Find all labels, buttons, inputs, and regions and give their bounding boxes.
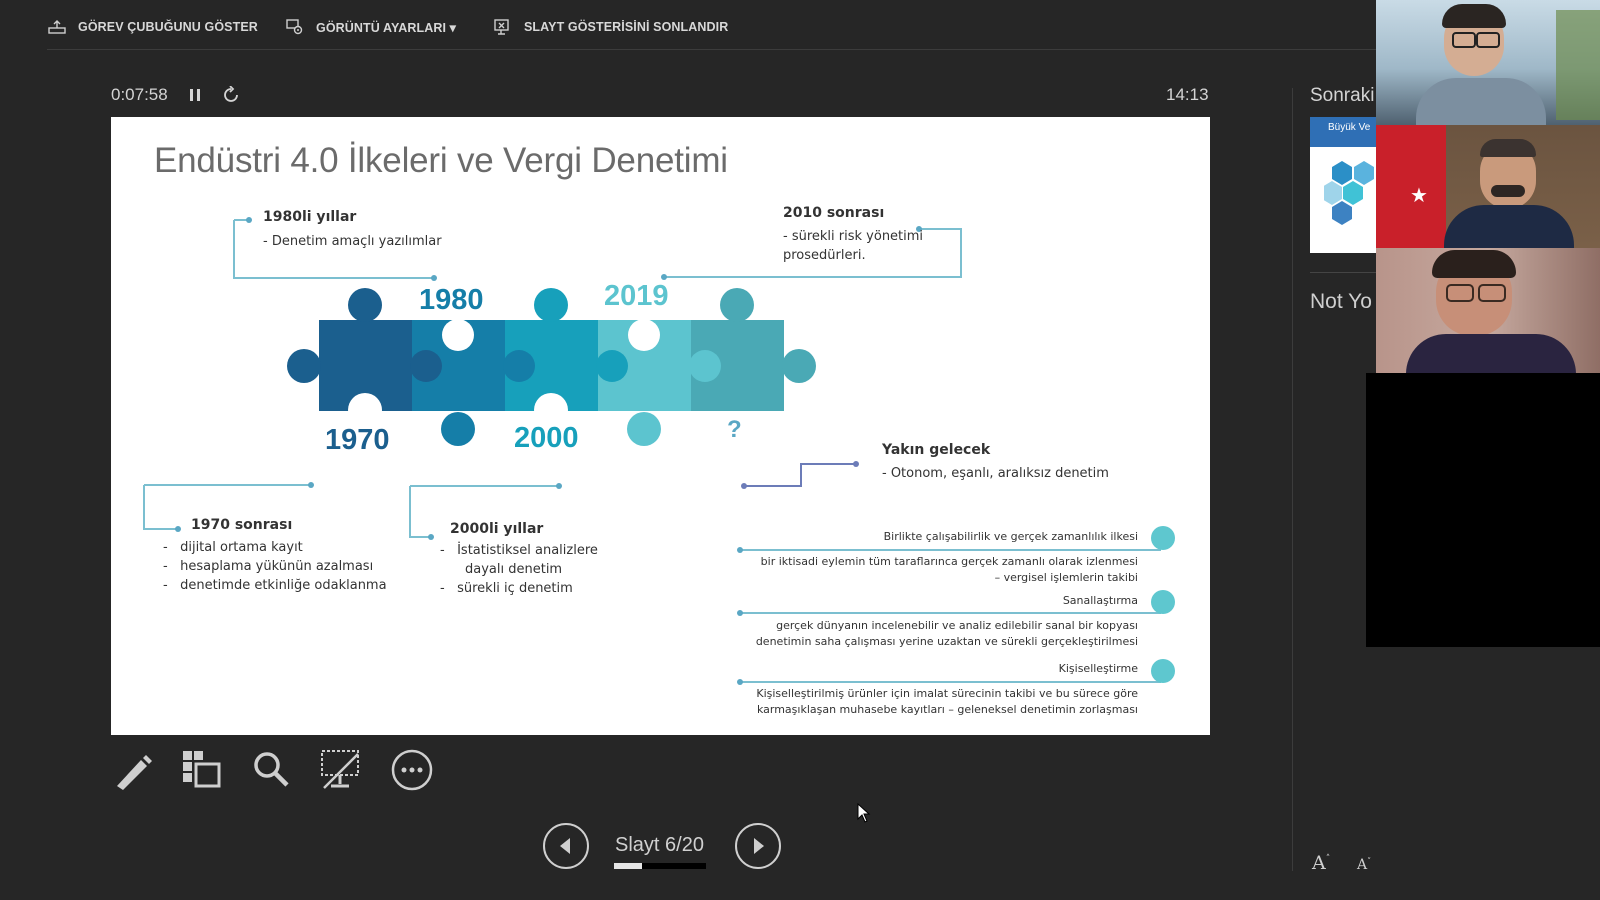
block-1970-item: - hesaplama yükünün azalması xyxy=(163,559,374,574)
year-2000-label: 2000 xyxy=(514,422,579,454)
block-1980-heading: 1980li yıllar xyxy=(263,209,357,225)
slide-progress-fill xyxy=(614,863,642,869)
arrow-right-icon xyxy=(737,825,779,867)
magnifier-icon xyxy=(250,748,294,792)
notes-divider xyxy=(1310,272,1376,273)
connector-1970 xyxy=(144,485,178,529)
see-all-slides-button[interactable] xyxy=(180,748,224,792)
increase-font-button[interactable] xyxy=(1312,852,1330,874)
notes-label: Not Yo xyxy=(1310,290,1372,313)
puzzle-piece-1980 xyxy=(410,319,505,446)
principle-1-line-1: bir iktisadi eylemin tüm taraflarınca gerçek zamanlı olarak izlenmesi xyxy=(760,555,1138,568)
end-slideshow-label: SLAYT GÖSTERİSİNİ SONLANDIR xyxy=(524,20,729,34)
block-1970-heading: 1970 sonrası xyxy=(191,517,293,533)
principle-bullet-2 xyxy=(1151,590,1175,614)
block-2010-line-1: - sürekli risk yönetimi xyxy=(783,229,924,244)
all-slides-icon xyxy=(180,748,224,792)
year-future-label: ? xyxy=(727,416,742,443)
next-thumb-title: Büyük Ve xyxy=(1328,122,1371,133)
mouse-cursor-icon xyxy=(857,803,871,823)
slide-counter[interactable]: Slayt 6/20 xyxy=(615,834,704,856)
pen-tool-button[interactable] xyxy=(111,748,155,792)
presenter-toolbar xyxy=(0,0,1376,50)
show-taskbar-button[interactable] xyxy=(47,17,258,37)
empty-video-panel xyxy=(1366,373,1600,647)
taskbar-icon xyxy=(47,18,67,36)
connector-1980 xyxy=(234,220,434,278)
display-settings-button[interactable] xyxy=(285,17,456,37)
screen-off-icon xyxy=(318,748,362,792)
block-1980-line: - Denetim amaçlı yazılımlar xyxy=(263,234,442,249)
next-slide-button[interactable] xyxy=(735,823,781,869)
block-2000-heading: 2000li yıllar xyxy=(450,521,544,537)
block-2010-heading: 2010 sonrası xyxy=(783,205,885,221)
slide-title: Endüstri 4.0 İlkeleri ve Vergi Denetimi xyxy=(154,141,728,180)
puzzle-piece-2000 xyxy=(503,288,598,427)
next-slide-thumbnail[interactable] xyxy=(1310,117,1378,253)
more-icon xyxy=(390,748,434,792)
current-slide xyxy=(111,117,1210,735)
zoom-button[interactable] xyxy=(250,748,294,792)
show-taskbar-label: GÖREV ÇUBUĞUNU GÖSTER xyxy=(78,20,258,34)
principle-bullet-3 xyxy=(1151,659,1175,683)
principle-2-title: Sanallaştırma xyxy=(1062,594,1138,607)
hexagon-graphic xyxy=(1324,159,1378,229)
display-settings-icon xyxy=(285,18,305,36)
elapsed-timer: 0:07:58 xyxy=(111,85,168,104)
more-options-button[interactable] xyxy=(390,748,434,792)
principle-2-line-1: gerçek dünyanın incelenebilir ve analiz edilebilir sanal bir kopyası xyxy=(776,619,1138,632)
principle-3-line-1: Kişiselleştirilmiş ürünler için imalat sürecinin takibi ve bu sürece göre xyxy=(756,687,1138,700)
decrease-font-icon: A˅ xyxy=(1357,856,1372,873)
block-2000-item: dayalı denetim xyxy=(465,562,563,577)
increase-font-icon: A˄ xyxy=(1312,852,1331,874)
block-1970-item: - denetimde etkinliğe odaklanma xyxy=(163,578,387,593)
connector-future xyxy=(744,464,856,486)
principle-2-line-2: denetimin saha çalışması yerine uzaktan ve sürekli gerçekleştirilmesi xyxy=(755,635,1138,648)
block-future-heading: Yakın gelecek xyxy=(882,442,991,458)
puzzle-piece-future xyxy=(689,288,816,411)
current-time: 14:13 xyxy=(1166,85,1209,104)
pause-timer-icon[interactable] xyxy=(188,87,202,103)
end-slideshow-icon xyxy=(493,18,513,36)
next-slide-label: Sonraki xyxy=(1310,85,1375,106)
decrease-font-button[interactable] xyxy=(1357,856,1371,873)
participant-video-3 xyxy=(1376,248,1600,373)
slide-progress-bar xyxy=(614,863,706,869)
arrow-left-icon xyxy=(545,825,587,867)
year-2019-label: 2019 xyxy=(604,280,669,312)
black-screen-button[interactable] xyxy=(318,748,362,792)
principle-1-line-2: – vergisel işlemlerin takibi xyxy=(994,571,1138,584)
year-1980-label: 1980 xyxy=(419,284,484,316)
display-settings-label: GÖRÜNTÜ AYARLARI ▾ xyxy=(316,20,457,35)
participant-video-2 xyxy=(1376,125,1600,248)
principle-3-title: Kişiselleştirme xyxy=(1058,662,1138,675)
block-2010-line-2: prosedürleri. xyxy=(783,248,866,263)
principle-bullet-1 xyxy=(1151,526,1175,550)
panel-divider xyxy=(1292,88,1293,871)
end-slideshow-button[interactable] xyxy=(493,17,728,37)
puzzle-piece-2019 xyxy=(596,319,691,446)
block-2000-item: - İstatistiksel analizlere xyxy=(440,543,598,558)
year-1970-label: 1970 xyxy=(325,424,390,456)
flag-star-icon: ★ xyxy=(1410,185,1428,207)
toolbar-divider xyxy=(47,49,1376,50)
pen-icon xyxy=(111,748,155,792)
previous-slide-button[interactable] xyxy=(543,823,589,869)
restart-timer-icon[interactable] xyxy=(222,86,240,104)
block-future-line: - Otonom, eşanlı, aralıksız denetim xyxy=(882,466,1109,481)
principle-1-title: Birlikte çalışabilirlik ve gerçek zamanlılık ilkesi xyxy=(883,530,1138,543)
puzzle-piece-1970 xyxy=(287,288,412,427)
participant-video-1 xyxy=(1376,0,1600,125)
block-2000-item: - sürekli iç denetim xyxy=(440,581,573,596)
block-1970-item: - dijital ortama kayıt xyxy=(163,540,303,555)
principle-3-line-2: karmaşıklaşan muhasebe kayıtları – geleneksel denetimin zorlaşması xyxy=(756,703,1138,716)
connector-2000 xyxy=(410,486,431,537)
